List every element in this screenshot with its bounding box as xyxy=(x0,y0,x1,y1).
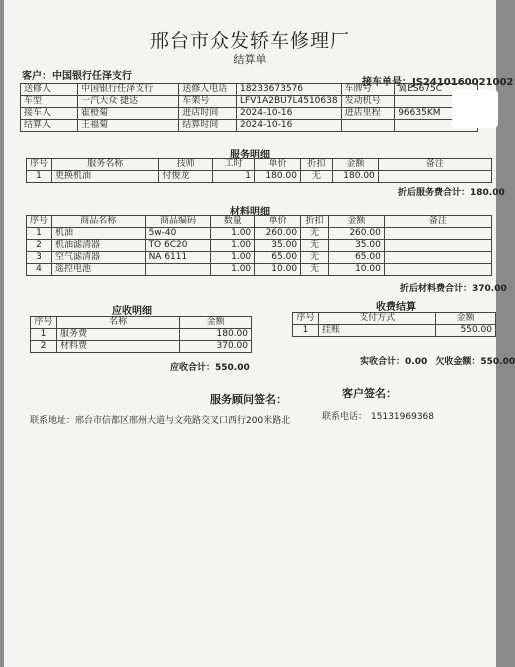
column-header: 折扣 xyxy=(300,159,332,171)
value-cell: LFV1A2BU7L4510638 xyxy=(237,96,342,108)
discount: 无 xyxy=(301,264,329,276)
customer-signature-label: 客户签名： xyxy=(342,387,397,400)
value-cell: 中国银行任泽支行 xyxy=(78,84,179,96)
shop-title: 邢台市众发轿车修理厂 xyxy=(149,30,350,52)
address-value: 邢台市信都区邢州大道与文苑路交叉口西行200米路北 xyxy=(75,416,291,426)
remark xyxy=(384,228,491,240)
value-cell: 冀ES675C xyxy=(395,84,478,96)
label-cell: 接车人 xyxy=(21,108,78,120)
product-code: NA 6111 xyxy=(145,252,211,264)
table-row xyxy=(21,120,478,132)
unit-price: 260.00 xyxy=(255,228,301,240)
product-code: TO 6C20 xyxy=(145,240,211,252)
column-header: 备注 xyxy=(378,159,491,171)
service-section-title: 服务明细 xyxy=(230,150,270,161)
label-cell: 车架号 xyxy=(179,96,237,108)
receivable-total-value: 550.00 xyxy=(215,363,250,373)
column-header: 技师 xyxy=(159,159,213,171)
row-index: 4 xyxy=(27,264,52,276)
product-name: 机油滤清器 xyxy=(52,240,146,252)
product-name: 空气滤清器 xyxy=(52,252,146,264)
payment-summary xyxy=(360,354,515,367)
table-header-row xyxy=(293,313,496,325)
label-cell: 车型 xyxy=(21,96,78,108)
item-name: 材料费 xyxy=(56,341,179,353)
amount: 35.00 xyxy=(329,240,385,252)
value-cell: 18233673576 xyxy=(237,84,342,96)
order-number: JS2410160021002 xyxy=(412,77,514,88)
label-cell: 进店时间 xyxy=(179,108,237,120)
material-table xyxy=(26,215,492,276)
payment-section-title: 收费结算 xyxy=(376,302,416,313)
remark xyxy=(384,252,491,264)
column-header: 支付方式 xyxy=(318,313,435,325)
service-total-value: 180.00 xyxy=(470,188,505,198)
table-row xyxy=(27,228,492,240)
table-row xyxy=(27,240,492,252)
advisor-signature-label: 服务顾问签名： xyxy=(210,393,287,406)
column-header: 金额 xyxy=(332,159,378,171)
label-cell: 送修人电话 xyxy=(179,84,237,96)
label-cell: 送修人 xyxy=(21,84,78,96)
table-row xyxy=(27,252,492,264)
label-cell: 进店里程 xyxy=(341,108,395,120)
amount: 370.00 xyxy=(180,341,252,353)
quantity: 1.00 xyxy=(211,240,255,252)
row-index: 1 xyxy=(293,325,319,337)
product-code xyxy=(145,264,211,276)
table-row xyxy=(31,341,252,353)
paid-value: 0.00 xyxy=(405,357,428,367)
value-cell: 2024-10-16 xyxy=(237,120,342,132)
receivable-table xyxy=(30,316,252,353)
value-cell: 96635KM xyxy=(395,108,478,120)
row-index: 1 xyxy=(31,329,57,341)
row-index: 2 xyxy=(31,341,57,353)
column-header: 序号 xyxy=(31,317,57,329)
remark xyxy=(384,264,491,276)
column-header: 单价 xyxy=(255,159,301,171)
document-subtitle: 结算单 xyxy=(233,53,267,66)
product-code: 5w-40 xyxy=(145,228,211,240)
quantity: 1.00 xyxy=(211,264,255,276)
payment-method: 挂账 xyxy=(318,325,435,337)
table-row xyxy=(21,84,478,96)
column-header: 序号 xyxy=(293,313,319,325)
material-total-label: 折后材料费合计： xyxy=(400,284,473,294)
table-header-row xyxy=(27,159,492,171)
table-row xyxy=(293,325,496,337)
paid-label: 实收合计： xyxy=(360,357,406,367)
discount: 无 xyxy=(300,171,332,183)
service-name: 更换机油 xyxy=(52,171,159,183)
contact-address xyxy=(30,413,290,426)
column-header: 工时 xyxy=(213,159,255,171)
table-row xyxy=(27,264,492,276)
customer-name: 中国银行任泽支行 xyxy=(52,71,132,82)
column-header: 备注 xyxy=(384,216,491,228)
table-row xyxy=(21,108,478,120)
label-cell: 结算时间 xyxy=(179,120,237,132)
glare-patch xyxy=(452,90,498,128)
unit-price: 35.00 xyxy=(255,240,301,252)
value-cell: 霍橙菊 xyxy=(78,108,179,120)
amount: 65.00 xyxy=(329,252,385,264)
amount: 10.00 xyxy=(329,264,385,276)
technician: 付俊龙 xyxy=(159,171,213,183)
receivable-section-title: 应收明细 xyxy=(112,306,152,317)
remark xyxy=(384,240,491,252)
value-cell: 王福菊 xyxy=(78,120,179,132)
column-header: 数量 xyxy=(211,216,255,228)
customer-line xyxy=(22,67,132,82)
amount: 180.00 xyxy=(332,171,378,183)
material-total xyxy=(400,281,507,294)
table-row xyxy=(27,171,492,183)
label-cell: 车牌号 xyxy=(341,84,395,96)
column-header: 单价 xyxy=(255,216,301,228)
contact-phone xyxy=(322,409,434,422)
phone-value: 15131969368 xyxy=(371,412,435,422)
service-total-label: 折后服务费合计： xyxy=(398,188,471,198)
phone-label: 联系电话： xyxy=(322,412,368,422)
column-header: 金额 xyxy=(436,313,496,325)
product-name: 遥控电池 xyxy=(52,264,146,276)
payment-table xyxy=(292,312,496,337)
column-header: 折扣 xyxy=(301,216,329,228)
unit-price: 180.00 xyxy=(255,171,301,183)
service-table xyxy=(26,158,492,183)
column-header: 商品编码 xyxy=(145,216,211,228)
label-cell: 发动机号 xyxy=(341,96,395,108)
column-header: 服务名称 xyxy=(52,159,159,171)
labor-hours: 1 xyxy=(213,171,255,183)
quantity: 1.00 xyxy=(211,228,255,240)
column-header: 商品名称 xyxy=(52,216,146,228)
row-index: 3 xyxy=(27,252,52,264)
unit-price: 65.00 xyxy=(255,252,301,264)
table-row xyxy=(21,96,478,108)
product-name: 机油 xyxy=(52,228,146,240)
discount: 无 xyxy=(301,240,329,252)
unit-price: 10.00 xyxy=(255,264,301,276)
column-header: 金额 xyxy=(329,216,385,228)
column-header: 名称 xyxy=(56,317,179,329)
service-total xyxy=(398,185,505,198)
row-index: 2 xyxy=(27,240,52,252)
material-section-title: 材料明细 xyxy=(230,207,270,218)
table-header-row xyxy=(27,216,492,228)
amount: 260.00 xyxy=(329,228,385,240)
amount: 550.00 xyxy=(436,325,496,337)
table-header-row xyxy=(31,317,252,329)
table-row xyxy=(31,329,252,341)
column-header: 金额 xyxy=(180,317,252,329)
receivable-total xyxy=(170,360,250,373)
receivable-total-label: 应收合计： xyxy=(170,363,216,373)
column-header: 序号 xyxy=(27,216,52,228)
address-label: 联系地址： xyxy=(30,416,76,426)
vehicle-info-table xyxy=(20,83,478,132)
value-cell: 2024-10-16 xyxy=(237,108,342,120)
owed-value: 550.00 xyxy=(480,357,515,367)
column-header: 序号 xyxy=(27,159,52,171)
label-cell xyxy=(341,120,395,132)
invoice-paper xyxy=(4,0,515,667)
material-total-value: 370.00 xyxy=(472,284,507,294)
remark xyxy=(378,171,491,183)
order-number-label: 接车单号： xyxy=(362,77,412,88)
discount: 无 xyxy=(301,228,329,240)
row-index: 1 xyxy=(27,228,52,240)
customer-label: 客户： xyxy=(22,71,52,82)
item-name: 服务费 xyxy=(56,329,179,341)
quantity: 1.00 xyxy=(211,252,255,264)
value-cell: 一汽大众 捷达 xyxy=(78,96,179,108)
row-index: 1 xyxy=(27,171,52,183)
amount: 180.00 xyxy=(180,329,252,341)
discount: 无 xyxy=(301,252,329,264)
owed-label: 欠收金额： xyxy=(435,357,481,367)
label-cell: 结算人 xyxy=(21,120,78,132)
